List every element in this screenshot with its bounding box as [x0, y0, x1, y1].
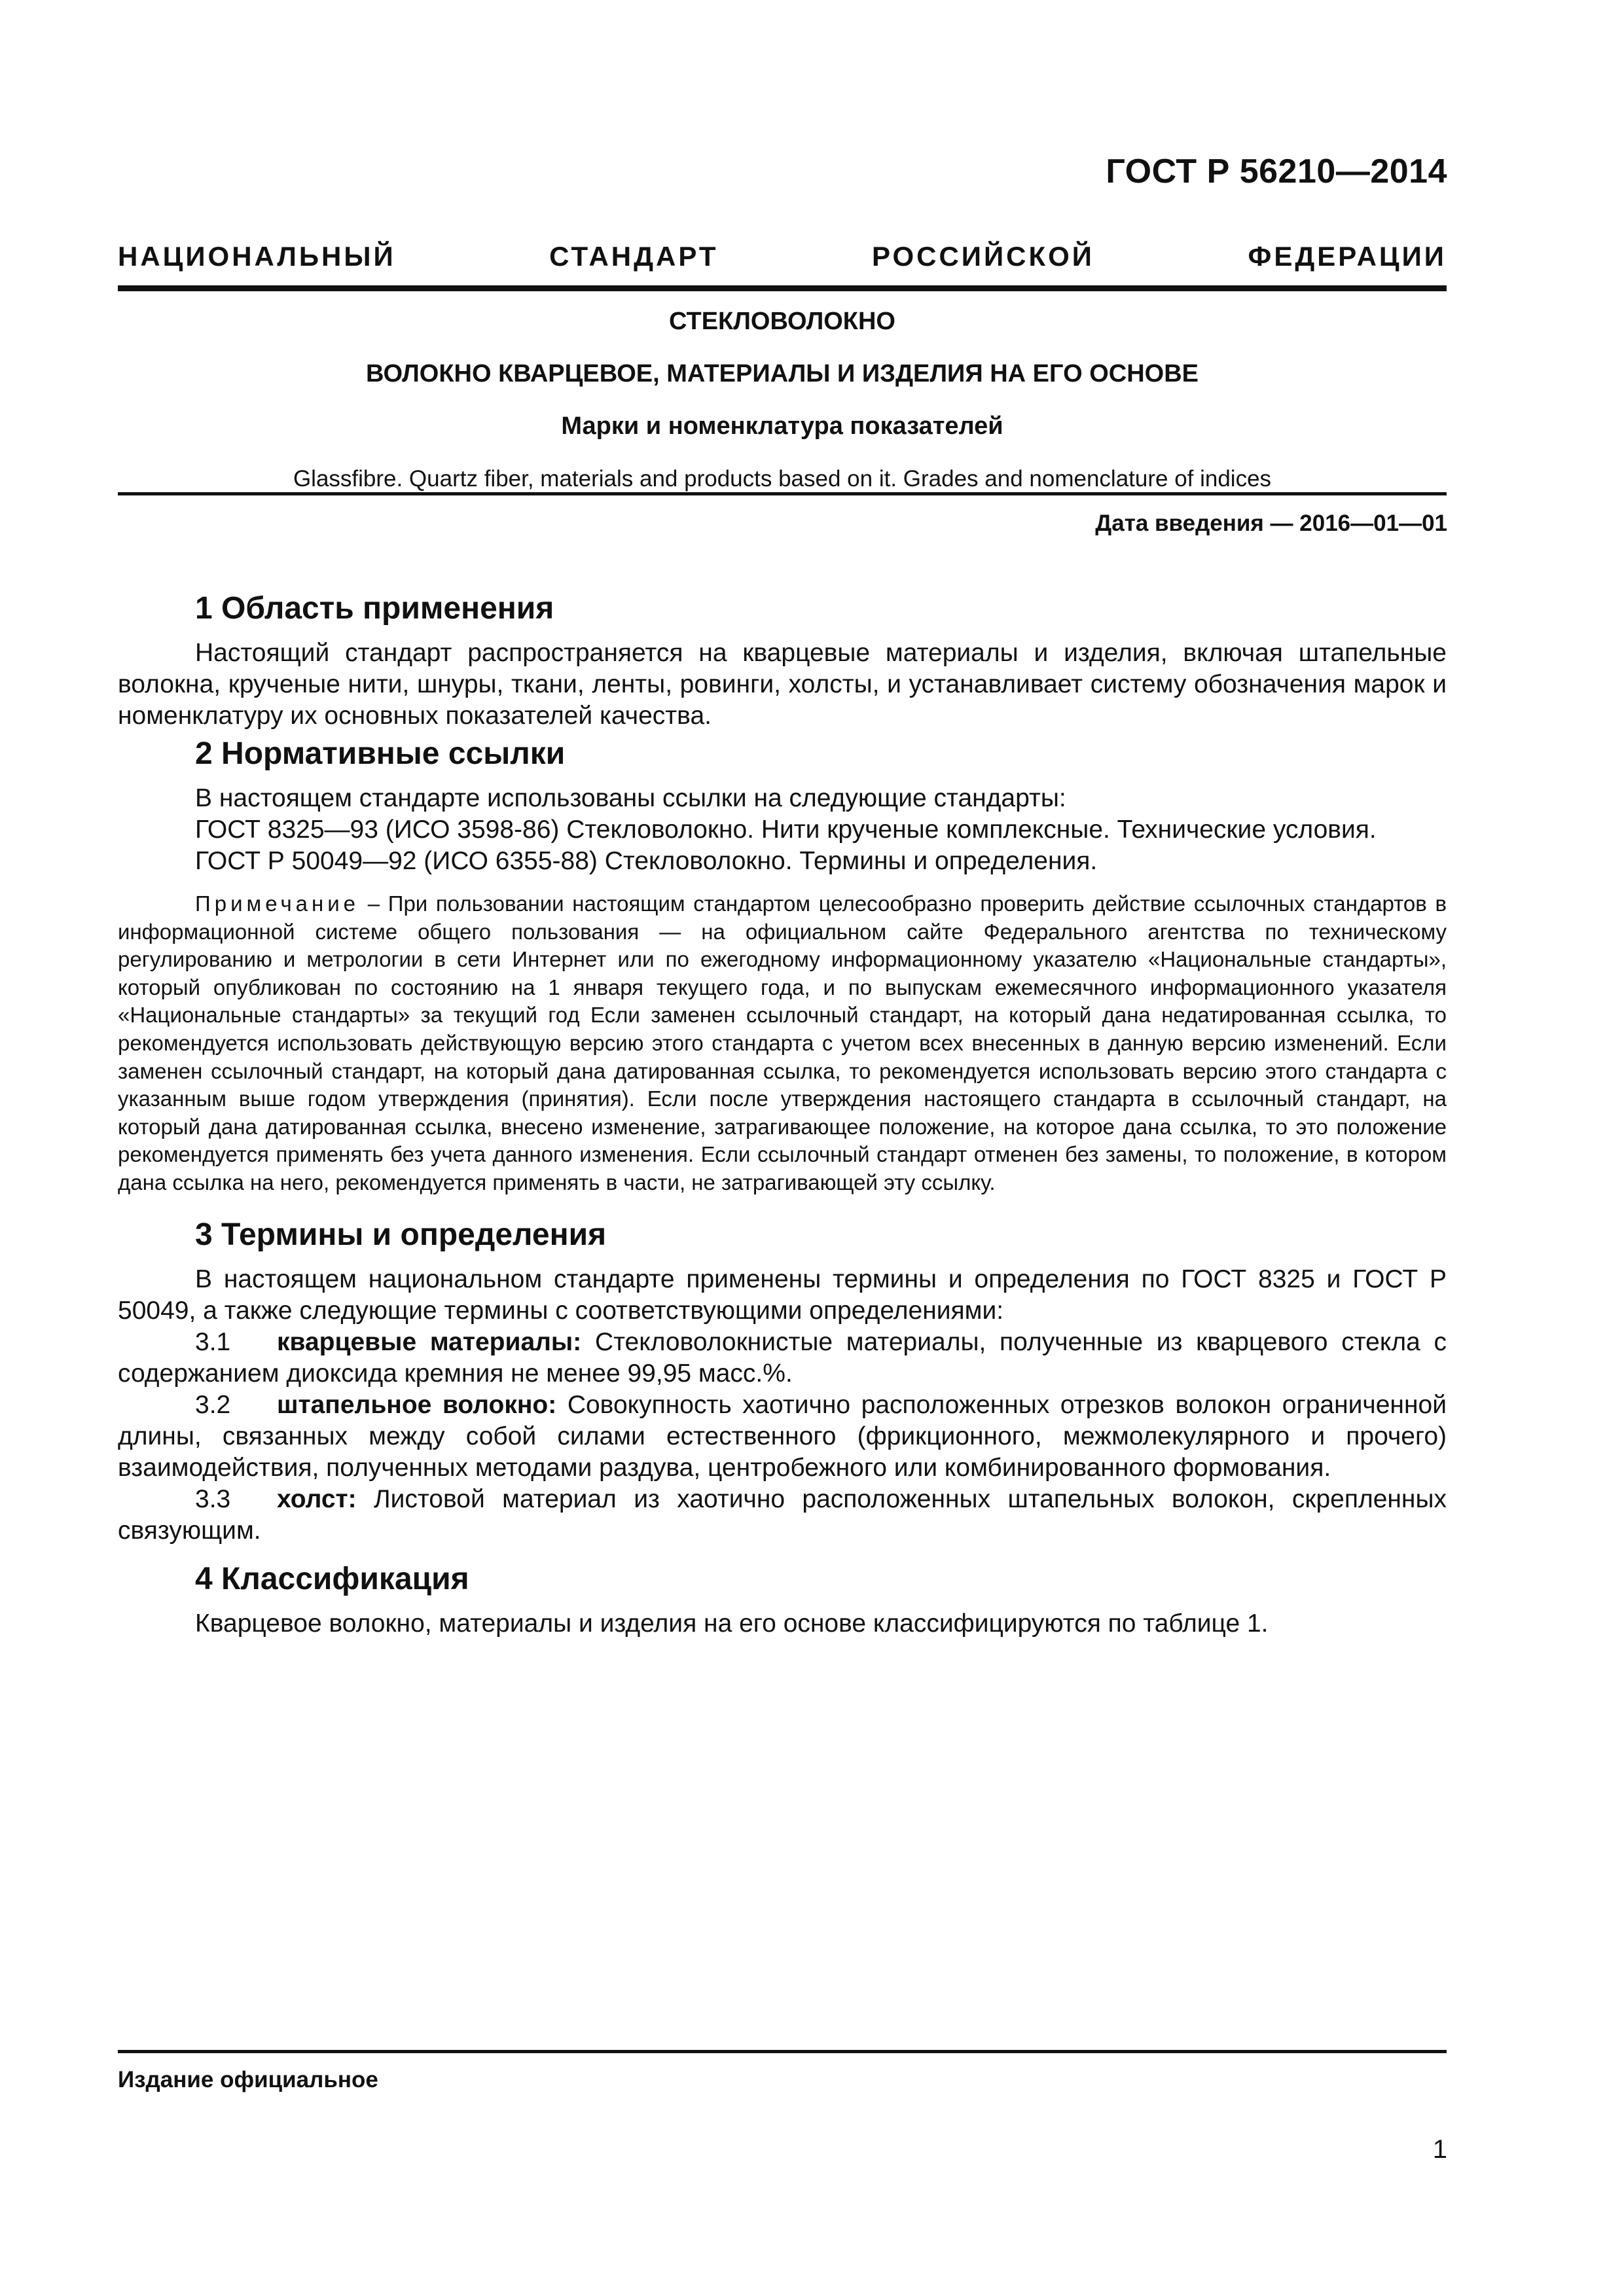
section-1-text: Настоящий стандарт распространяется на кварцевые материалы и изделия, включая штапельные волокна, крученые нити, шнуры, ткани, ленты, ровинги, холсты, и устанавливает систему обозначения марок и номенклатуру их основных показателей качества.: [118, 639, 1447, 730]
section-3-heading: 3 Термины и определения: [195, 1217, 607, 1252]
section-1-heading: 1 Область применения: [195, 591, 554, 626]
reference-item: ГОСТ Р 50049—92 (ИСО 6355-88) Стекловолокно. Термины и определения.: [195, 847, 1098, 875]
title-line-1: СТЕКЛОВОЛОКНО: [669, 308, 895, 335]
section-4-text: Кварцевое волокно, материалы и изделия на его основе классифицируются по таблице 1.: [195, 1609, 1269, 1638]
edition-label: Издание официальное: [118, 2067, 378, 2092]
section-4-heading: 4 Классификация: [195, 1561, 469, 1596]
doc-number: ГОСТ Р 56210—2014: [1106, 152, 1447, 190]
title-english: Glassfibre. Quartz fiber, materials and products based on it. Grades and nomenclature of indices: [293, 466, 1272, 492]
section-2-heading: 2 Нормативные ссылки: [195, 736, 566, 771]
term-text: Совокупность хаотично расположенных отрезков волокон ограниченной длины, связанных между собой силами естественного (фрикционного, межмолекулярного и прочего) взаимодействия, полученных методами раздува, центробежного или комбинированного формования.: [118, 1390, 1447, 1482]
term-number: 3.2: [195, 1390, 231, 1419]
header-rule: [118, 285, 1447, 291]
term-name: штапельное волокно:: [277, 1390, 557, 1419]
term-number: 3.3: [195, 1484, 231, 1513]
main-content: [118, 589, 1447, 1640]
term-number: 3.1: [195, 1327, 231, 1356]
section-2-intro: В настоящем стандарте использованы ссылки на следующие стандарты:: [195, 784, 1066, 812]
term-definition: [118, 1390, 1447, 1484]
term-name: холст:: [277, 1484, 357, 1513]
term-definition: [118, 1484, 1447, 1547]
title-line-2: ВОЛОКНО КВАРЦЕВОЕ, МАТЕРИАЛЫ И ИЗДЕЛИЯ НА ЕГО ОСНОВЕ: [366, 360, 1199, 387]
note-text: – При пользовании настоящим стандартом целесообразно проверить действие ссылочных стандартов в информационной системе общего пользования — на официальном сайте Федерального агентства по техническому регулированию и метрологии в сети Интернет или по ежегодному информационному указателю «Национальные стандарты», который опубликован по состоянию на 1 января текущего года, и по выпускам ежемесячного информационного указателя «Национальные стандарты» за текущий год Если заменен ссылочный стандарт, на который дана недатированная ссылка, то рекомендуется использовать действующую версию этого стандарта с учетом всех внесенных в данную версию изменений. Если заменен ссылочный стандарт, на который дана датированная ссылка, то рекомендуется использовать версию этого стандарта с указанным выше годом утверждения (принятия). Если после утверждения настоящего стандарта в ссылочный стандарт, на который дана датированная ссылка, внесено изменение, затрагивающее положение, на которое дана ссылка, то это положение рекомендуется применять без учета данного изменения. Если ссылочный стандарт отменен без замены, то положение, в котором дана ссылка на него, рекомендуется применять в части, не затрагивающей эту ссылку.: [118, 891, 1447, 1194]
term-definition: [118, 1327, 1447, 1390]
term-text: Стекловолокнистые материалы, полученные из кварцевого стекла с содержанием диоксида кремния не менее 99,95 масс.%.: [118, 1327, 1447, 1388]
title-rule: [118, 492, 1447, 495]
reference-item: ГОСТ 8325—93 (ИСО 3598-86) Стекловолокно. Нити крученые комплексные. Технические условия.: [195, 816, 1377, 844]
term-text: Листовой материал из хаотично расположенных штапельных волокон, скрепленных связующим.: [118, 1484, 1447, 1545]
title-line-3: Марки и номенклатура показателей: [561, 412, 1003, 440]
reference-note: [118, 890, 1447, 1197]
footer-rule: [118, 2050, 1447, 2053]
section-3-intro: В настоящем национальном стандарте применены термины и определения по ГОСТ 8325 и ГОСТ Р 50049, а также следующие термины с соответствующими определениями:: [118, 1265, 1447, 1325]
intro-date: Дата введения — 2016—01—01: [1095, 511, 1447, 536]
page-number: 1: [1432, 2135, 1447, 2164]
national-standard-title: НАЦИОНАЛЬНЫЙ СТАНДАРТ РОССИЙСКОЙ ФЕДЕРАЦИИ: [118, 241, 1447, 272]
term-name: кварцевые материалы:: [277, 1327, 582, 1356]
note-label: Примечание: [195, 891, 360, 916]
